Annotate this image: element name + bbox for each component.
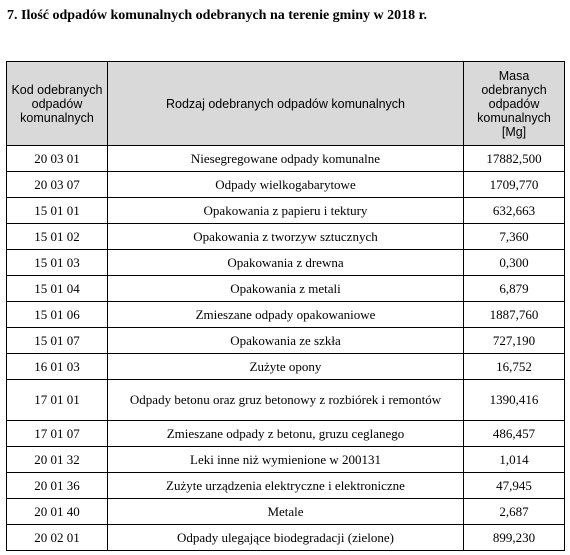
cell-code: 20 01 40 — [7, 499, 108, 525]
table-row — [7, 447, 565, 473]
table-row — [7, 525, 565, 551]
table-row — [7, 276, 565, 302]
cell-mass: 47,945 — [464, 473, 565, 499]
table-row — [7, 198, 565, 224]
table-header-row — [7, 62, 565, 146]
cell-code: 15 01 07 — [7, 328, 108, 354]
cell-mass: 727,190 — [464, 328, 565, 354]
cell-code: 15 01 06 — [7, 302, 108, 328]
cell-name: Odpady ulegające biodegradacji (zielone) — [108, 525, 464, 551]
cell-name: Odpady wielkogabarytowe — [108, 172, 464, 198]
table-row — [7, 473, 565, 499]
cell-mass: 2,687 — [464, 499, 565, 525]
cell-code: 15 01 02 — [7, 224, 108, 250]
cell-name: Opakowania z papieru i tektury — [108, 198, 464, 224]
cell-name: Zużyte opony — [108, 354, 464, 380]
table-row — [7, 380, 565, 421]
cell-mass: 17882,500 — [464, 146, 565, 172]
header-code: Kod odebranych odpadów komunalnych — [7, 62, 108, 146]
cell-name: Opakowania z tworzyw sztucznych — [108, 224, 464, 250]
cell-name: Leki inne niż wymienione w 200131 — [108, 447, 464, 473]
cell-code: 20 03 07 — [7, 172, 108, 198]
cell-code: 17 01 01 — [7, 380, 108, 421]
cell-name: Zmieszane odpady z betonu, gruzu ceglanego — [108, 421, 464, 447]
cell-mass: 1887,760 — [464, 302, 565, 328]
cell-name: Opakowania z metali — [108, 276, 464, 302]
cell-mass: 1709,770 — [464, 172, 565, 198]
table-row — [7, 146, 565, 172]
cell-mass: 632,663 — [464, 198, 565, 224]
cell-code: 20 01 36 — [7, 473, 108, 499]
cell-code: 16 01 03 — [7, 354, 108, 380]
cell-mass: 1,014 — [464, 447, 565, 473]
table-row — [7, 250, 565, 276]
table-row — [7, 354, 565, 380]
cell-mass: 7,360 — [464, 224, 565, 250]
cell-code: 17 01 07 — [7, 421, 108, 447]
section-heading: 7. Ilość odpadów komunalnych odebranych na terenie gminy w 2018 r. — [7, 8, 428, 23]
cell-name: Metale — [108, 499, 464, 525]
table-row — [7, 302, 565, 328]
cell-name: Zużyte urządzenia elektryczne i elektroniczne — [108, 473, 464, 499]
table-row — [7, 172, 565, 198]
waste-table — [6, 61, 565, 551]
header-mass: Masa odebranych odpadów komunalnych [Mg] — [464, 62, 565, 146]
table-row — [7, 328, 565, 354]
header-name: Rodzaj odebranych odpadów komunalnych — [108, 62, 464, 146]
cell-mass: 6,879 — [464, 276, 565, 302]
cell-mass: 0,300 — [464, 250, 565, 276]
cell-mass: 486,457 — [464, 421, 565, 447]
cell-code: 15 01 03 — [7, 250, 108, 276]
cell-name: Opakowania ze szkła — [108, 328, 464, 354]
table-row — [7, 224, 565, 250]
table-row — [7, 421, 565, 447]
cell-name: Zmieszane odpady opakowaniowe — [108, 302, 464, 328]
cell-code: 20 01 32 — [7, 447, 108, 473]
cell-code: 15 01 01 — [7, 198, 108, 224]
cell-code: 15 01 04 — [7, 276, 108, 302]
cell-mass: 1390,416 — [464, 380, 565, 421]
cell-name: Niesegregowane odpady komunalne — [108, 146, 464, 172]
table-row — [7, 499, 565, 525]
cell-name: Opakowania z drewna — [108, 250, 464, 276]
cell-code: 20 03 01 — [7, 146, 108, 172]
cell-code: 20 02 01 — [7, 525, 108, 551]
cell-name: Odpady betonu oraz gruz betonowy z rozbiórek i remontów — [108, 380, 464, 421]
cell-mass: 16,752 — [464, 354, 565, 380]
cell-mass: 899,230 — [464, 525, 565, 551]
